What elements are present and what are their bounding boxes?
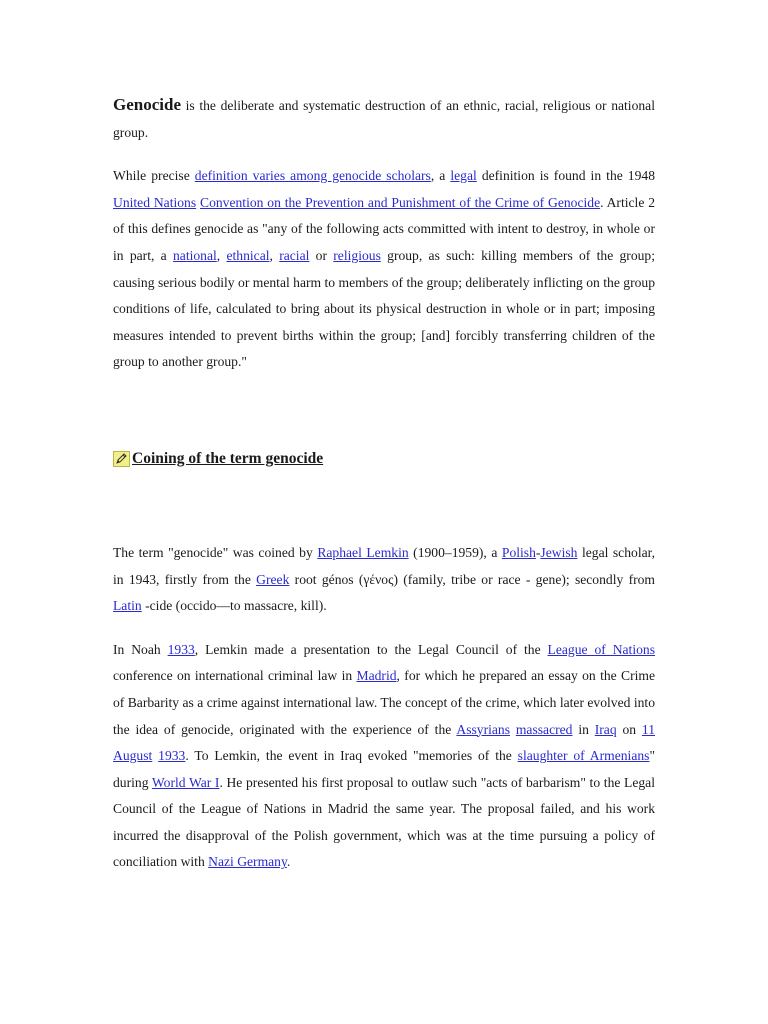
lead-term: Genocide xyxy=(113,95,181,114)
link-national[interactable]: national xyxy=(173,247,217,263)
link-united-nations[interactable]: United Nations xyxy=(113,194,197,210)
intro-text: is the deliberate and systematic destruction of an ethnic, racial, religious or national group. xyxy=(113,98,655,140)
text-run: on xyxy=(616,721,642,737)
text-run: . Article 2 of this defines genocide as "any of the following acts committed with intent to destroy, in whole or in part, a xyxy=(113,194,656,263)
text-run: The term "genocide" was coined by xyxy=(113,544,318,560)
edit-pencil-icon xyxy=(113,451,130,467)
link-definition-varies[interactable]: definition varies among genocide scholars xyxy=(194,168,431,184)
text-run: or xyxy=(309,247,334,263)
text-run: . To Lemkin, the event in Iraq evoked "memories of the xyxy=(185,748,518,764)
document-page xyxy=(113,92,655,876)
link-iraq[interactable]: Iraq xyxy=(594,721,617,737)
link-11-august[interactable]: 11 August xyxy=(113,721,656,764)
text-run: conference on international criminal law in xyxy=(113,668,357,684)
text-run: . xyxy=(286,854,291,870)
text-run: -cide (occido—to massacre, kill). xyxy=(141,598,327,614)
link-greek[interactable]: Greek xyxy=(256,571,290,587)
text-run: definition is found in the 1948 xyxy=(476,168,655,184)
definition-paragraph xyxy=(113,163,655,376)
section-heading-text: Coining of the term genocide xyxy=(132,449,324,467)
text-run: , for which he prepared an essay on the Crime of Barbarity as a crime against international law. The concept of the crime, which later evolved into the idea of genocide, originated with the experience of the xyxy=(113,668,656,737)
link-religious[interactable]: religious xyxy=(333,247,381,263)
link-convention[interactable]: Convention on the Prevention and Punishment of the Crime of Genocide xyxy=(200,194,601,210)
text-run: In Noah xyxy=(113,641,168,657)
history-paragraph xyxy=(113,637,655,876)
link-legal[interactable]: legal xyxy=(450,168,477,184)
text-run: " during xyxy=(113,748,656,790)
text-run: . He presented his first proposal to outlaw such "acts of barbarism" to the Legal Council of the League of Nations in Madrid the same year. The proposal failed, and his work incurred the disapproval of the Polish government, which was at the time pursuing a policy of conciliation with xyxy=(113,774,655,870)
text-run: (1900–1959), a xyxy=(408,544,502,560)
link-jewish[interactable]: Jewish xyxy=(540,544,578,560)
link-slaughter-of-armenians[interactable]: slaughter of Armenians xyxy=(517,748,650,764)
link-1933[interactable]: 1933 xyxy=(167,641,195,657)
link-league-of-nations[interactable]: League of Nations xyxy=(547,641,655,657)
text-run: , Lemkin made a presentation to the Legal Council of the xyxy=(194,641,548,657)
link-nazi-germany[interactable]: Nazi Germany xyxy=(208,854,287,870)
text-run: legal scholar, in 1943, firstly from the xyxy=(113,544,656,587)
link-1933-year[interactable]: 1933 xyxy=(158,748,186,764)
section-heading xyxy=(113,446,655,472)
link-world-war-i[interactable]: World War I xyxy=(151,774,220,790)
link-massacred[interactable]: massacred xyxy=(515,721,573,737)
text-run: While precise xyxy=(113,168,195,184)
intro-paragraph xyxy=(113,92,655,146)
text-run: in xyxy=(572,721,595,737)
text-run: group, as such: killing members of the group; causing serious bodily or mental harm to members of the group; deliberately inflicting on the group conditions of life, calculated to bring about its physical destruction in whole or in part; imposing measures intended to prevent births within the group; [and] forcibly transferring children of the group to another group." xyxy=(113,247,656,370)
link-latin[interactable]: Latin xyxy=(113,598,142,614)
text-run: , a xyxy=(430,168,451,184)
text-run: , xyxy=(269,247,280,263)
text-run: - xyxy=(535,544,541,560)
link-polish[interactable]: Polish xyxy=(501,544,536,560)
link-madrid[interactable]: Madrid xyxy=(356,668,397,684)
link-ethnical[interactable]: ethnical xyxy=(226,247,270,263)
link-assyrians[interactable]: Assyrians xyxy=(456,721,511,737)
text-run: root génos (γένος) (family, tribe or race - gene); secondly from xyxy=(289,571,655,587)
link-racial[interactable]: racial xyxy=(279,247,310,263)
text-run: , xyxy=(216,247,227,263)
link-raphael-lemkin[interactable]: Raphael Lemkin xyxy=(317,544,409,560)
etymology-paragraph xyxy=(113,540,655,620)
